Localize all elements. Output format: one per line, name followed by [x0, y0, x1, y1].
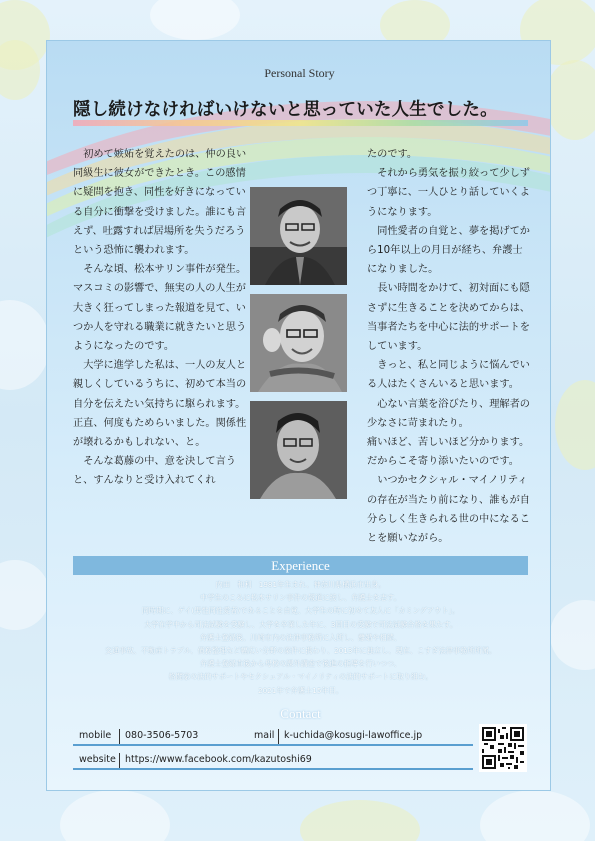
portrait-photo-3: [250, 401, 347, 499]
experience-line: 格闘家の法的サポートやセクシュアル・マイノリティの法的サポートに取り組む。: [168, 672, 433, 682]
page-title: 隠し続けなければいけないと思っていた人生でした。: [73, 100, 498, 120]
contact-row-phone-mail: [73, 726, 473, 746]
experience-title: Experience: [271, 558, 330, 573]
mobile-number[interactable]: 080-3506-5703: [125, 730, 199, 741]
story-paragraph: 痛いほど、苦しいほど分かります。: [367, 437, 530, 449]
story-paragraph: たのです。: [367, 149, 418, 160]
story-left-column: [73, 145, 255, 491]
contact-row-website: [73, 750, 473, 770]
experience-line: 内田 和利 1981年生まれ、神奈川県横浜市出身。: [215, 580, 386, 589]
divider: [278, 729, 279, 744]
section-label: Personal Story: [264, 66, 335, 80]
website-label: website: [79, 754, 116, 765]
story-card: [46, 40, 551, 791]
contact-title: Contact: [280, 706, 321, 721]
portrait-photo-2: [250, 294, 347, 392]
website-link[interactable]: https://www.facebook.com/kazutoshi69: [125, 754, 312, 765]
experience-list: [73, 578, 528, 697]
qr-code-icon[interactable]: [479, 724, 527, 772]
story-paragraph: だからこそ寄り添いたいのです。: [367, 456, 519, 468]
experience-line: 弁護士登録直後から母校の課外講座で後進の指導を行いつつ、: [200, 659, 401, 669]
story-paragraph: 初めて嫉妬を覚えたのは、仲の良い同級生に彼女ができたとき。この感情に疑問を抱き、同性を好きになっている自分に衝撃を受けました。誰にも言えず、吐露すれば居場所を失うだろうという恐怖に襲われます。: [73, 149, 247, 257]
title-underline: [73, 120, 528, 126]
experience-line: 弁護士登録後、川崎市内の法律事務所に入所し、離婚や相続、: [199, 632, 402, 642]
experience-line: 2021年で弁護士15年目。: [258, 685, 343, 695]
divider: [119, 729, 120, 744]
divider: [119, 753, 120, 768]
mail-label: mail: [254, 730, 275, 741]
mail-address-link[interactable]: k-uchida@kosugi-lawoffice.jp: [284, 730, 423, 741]
story-paragraph: 大学に進学した私は、一人の友人と親しくしているうちに、初めて本当の自分を伝えたい気持ちに駆られます。正直、何度もためらいました。関係性が壊れるかもしれない、と。: [73, 360, 247, 449]
story-paragraph: それから勇気を振り絞って少しずつ丁寧に、一人ひとり話していくようになります。: [367, 168, 530, 218]
experience-line: 大学在学中から司法試験を受験し、大学を卒業した年に、3回目の受験で司法試験合格を果たす。: [143, 619, 458, 629]
story-paragraph: きっと、私と同じように悩んでいる人はたくさんいると思います。: [367, 360, 530, 391]
story-paragraph: 同性愛者の自覚と、夢を掲げてから10年以上の月日が経ち、弁護士になりました。: [367, 225, 530, 276]
story-paragraph: いつかセクシャル・マイノリティの存在が当たり前になり、誰もが自分らしく生きられる世の中になることを願いながら。: [367, 475, 530, 545]
experience-line: 同時期に、ゲイ(男性同性愛者)であることを自覚、大学生の時に初めて友人に「カミングアウト」。: [141, 606, 460, 616]
portrait-photo-1: [250, 187, 347, 285]
experience-line: 中学生のころに松本サリン事件の報道に接し、弁護士を志す。: [200, 593, 401, 603]
story-paragraph: そんな葛藤の中、意を決して言うと、すんなりと受け入れてくれ: [73, 456, 236, 487]
story-paragraph: 心ない言葉を浴びたり、理解者の少なさに苛まれたり。: [367, 398, 530, 429]
story-right-column: [367, 145, 531, 548]
experience-line: 交通事故、不動産トラブル、債務整理など幅広い分野の案件に携わり、2013年に独立し、現在、こすぎ法律事務所所属。: [104, 646, 497, 656]
contact-box: [73, 726, 473, 770]
mobile-label: mobile: [79, 730, 112, 741]
story-paragraph: そんな頃、松本サリン事件が発生。マスコミの影響で、無実の人の人生が大きく狂ってしまった報道を見て、いつか人を守れる職業に就きたいと思うようになったのです。: [73, 264, 247, 353]
story-paragraph: 長い時間をかけて、初対面にも隠さずに生きることを決めてからは、当事者たちを中心に法的サポートをしています。: [367, 283, 530, 353]
